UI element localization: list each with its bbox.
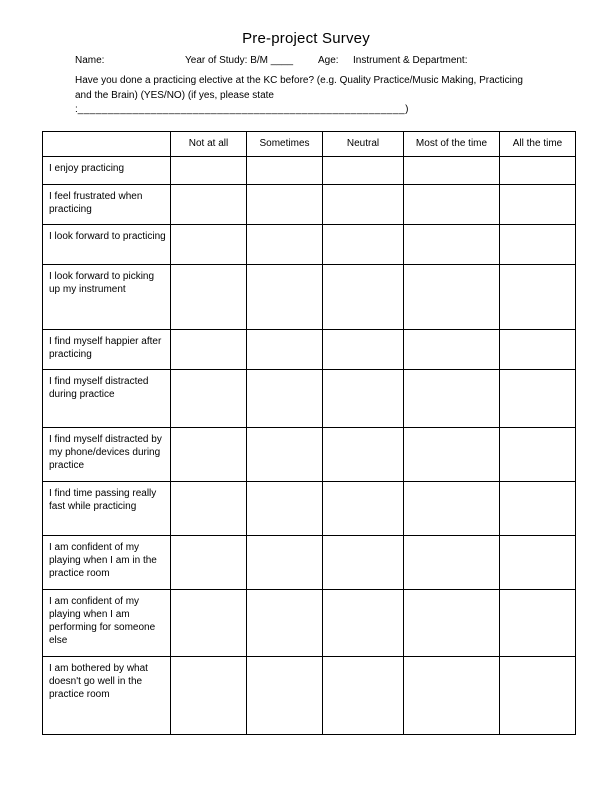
answer-cell[interactable]: [323, 535, 404, 589]
column-header-all-the-time: All the time: [500, 131, 576, 156]
answer-cell[interactable]: [247, 184, 323, 224]
answer-cell[interactable]: [171, 535, 247, 589]
answer-cell[interactable]: [247, 481, 323, 535]
column-header-not-at-all: Not at all: [171, 131, 247, 156]
answer-cell[interactable]: [247, 535, 323, 589]
answer-cell[interactable]: [171, 264, 247, 329]
answer-cell[interactable]: [171, 329, 247, 369]
answer-cell[interactable]: [404, 156, 500, 184]
answer-cell[interactable]: [500, 184, 576, 224]
table-row: [43, 329, 576, 369]
answer-cell[interactable]: [323, 264, 404, 329]
answer-cell[interactable]: [171, 369, 247, 427]
answer-cell[interactable]: [171, 184, 247, 224]
table-row: [43, 656, 576, 734]
answer-cell[interactable]: [323, 589, 404, 656]
table-row: [43, 369, 576, 427]
statement-label: I find myself happier after practicing: [43, 329, 171, 369]
answer-cell[interactable]: [404, 589, 500, 656]
statement-label: I am bothered by what doesn't go well in the practice room: [43, 656, 171, 734]
instrument-department-label: Instrument & Department:: [353, 55, 468, 66]
answer-cell[interactable]: [404, 184, 500, 224]
table-row: [43, 535, 576, 589]
answer-cell[interactable]: [247, 589, 323, 656]
column-header-most-of-the-time: Most of the time: [404, 131, 500, 156]
table-row: [43, 481, 576, 535]
answer-cell[interactable]: [247, 369, 323, 427]
answer-cell[interactable]: [323, 184, 404, 224]
answer-cell[interactable]: [500, 329, 576, 369]
info-line: [0, 55, 612, 68]
answer-cell[interactable]: [404, 535, 500, 589]
column-header-neutral: Neutral: [323, 131, 404, 156]
answer-cell[interactable]: [171, 156, 247, 184]
answer-cell[interactable]: [500, 535, 576, 589]
statement-label: I enjoy practicing: [43, 156, 171, 184]
answer-cell[interactable]: [500, 264, 576, 329]
elective-question: [75, 74, 572, 118]
answer-cell[interactable]: [171, 481, 247, 535]
answer-cell[interactable]: [404, 369, 500, 427]
answer-cell[interactable]: [171, 224, 247, 264]
answer-cell[interactable]: [404, 427, 500, 481]
statement-label: I find myself distracted by my phone/devices during practice: [43, 427, 171, 481]
table-row: [43, 264, 576, 329]
answer-cell[interactable]: [500, 369, 576, 427]
answer-cell[interactable]: [404, 656, 500, 734]
statement-column-header: [43, 131, 171, 156]
statement-label: I look forward to picking up my instrument: [43, 264, 171, 329]
statement-label: I find time passing really fast while practicing: [43, 481, 171, 535]
answer-cell[interactable]: [500, 481, 576, 535]
question-line-2: and the Brain) (YES/NO) (if yes, please state :: [75, 89, 274, 115]
table-row: [43, 589, 576, 656]
year-of-study-label: Year of Study: B/M ____: [185, 55, 294, 66]
page-title: Pre-project Survey: [242, 30, 370, 47]
answer-cell[interactable]: [500, 224, 576, 264]
answer-cell[interactable]: [500, 427, 576, 481]
answer-cell[interactable]: [323, 656, 404, 734]
age-label: Age:: [318, 55, 339, 66]
answer-cell[interactable]: [247, 224, 323, 264]
table-row: [43, 427, 576, 481]
statement-label: I feel frustrated when practicing: [43, 184, 171, 224]
answer-cell[interactable]: [404, 481, 500, 535]
answer-cell[interactable]: [323, 329, 404, 369]
name-label: Name:: [75, 55, 105, 66]
header-row: [43, 131, 576, 156]
statement-label: I am confident of my playing when I am performing for someone else: [43, 589, 171, 656]
answer-cell[interactable]: [323, 369, 404, 427]
statement-label: I am confident of my playing when I am in the practice room: [43, 535, 171, 589]
statement-label: I look forward to practicing: [43, 224, 171, 264]
table-row: [43, 184, 576, 224]
answer-cell[interactable]: [500, 589, 576, 656]
table-row: [43, 224, 576, 264]
please-state-blank-field[interactable]: ______________________________________________________: [77, 104, 406, 115]
survey-table: [42, 131, 576, 735]
answer-cell[interactable]: [323, 481, 404, 535]
answer-cell[interactable]: [323, 224, 404, 264]
question-close-paren: ): [405, 104, 409, 115]
column-header-sometimes: Sometimes: [247, 131, 323, 156]
answer-cell[interactable]: [247, 656, 323, 734]
answer-cell[interactable]: [500, 656, 576, 734]
answer-cell[interactable]: [247, 156, 323, 184]
question-line-1: Have you done a practicing elective at the KC before? (e.g. Quality Practice/Music Making, Practicing: [75, 75, 523, 86]
answer-cell[interactable]: [500, 156, 576, 184]
answer-cell[interactable]: [323, 156, 404, 184]
answer-cell[interactable]: [171, 589, 247, 656]
answer-cell[interactable]: [404, 224, 500, 264]
answer-cell[interactable]: [247, 427, 323, 481]
table-row: [43, 156, 576, 184]
answer-cell[interactable]: [171, 427, 247, 481]
answer-cell[interactable]: [404, 264, 500, 329]
answer-cell[interactable]: [247, 329, 323, 369]
answer-cell[interactable]: [323, 427, 404, 481]
statement-label: I find myself distracted during practice: [43, 369, 171, 427]
answer-cell[interactable]: [247, 264, 323, 329]
answer-cell[interactable]: [171, 656, 247, 734]
answer-cell[interactable]: [404, 329, 500, 369]
